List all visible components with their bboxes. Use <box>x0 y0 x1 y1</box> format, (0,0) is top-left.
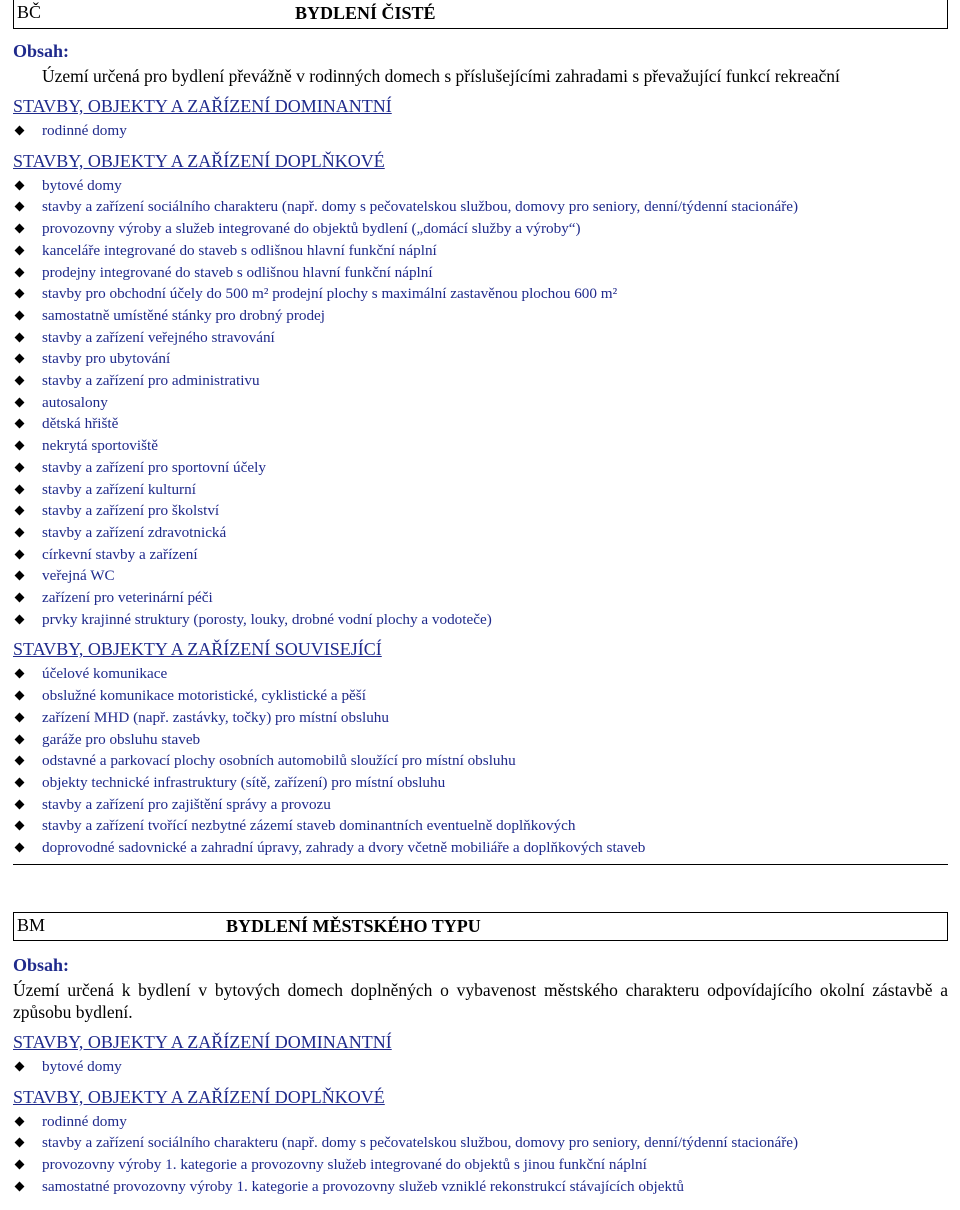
diamond-bullet-icon <box>15 593 25 603</box>
list-item: stavby pro obchodní účely do 500 m² prodejní plochy s maximální zastavěnou plochou 600 m² <box>13 283 948 305</box>
zone-bc <box>13 0 948 865</box>
section-divider <box>13 864 948 865</box>
list-item: garáže pro obsluhu staveb <box>13 729 948 751</box>
list-item: doprovodné sadovnické a zahradní úpravy, zahrady a dvory včetně mobiliáře a doplňkových staveb <box>13 837 948 859</box>
list-item: nekrytá sportoviště <box>13 435 948 457</box>
list-item: dětská hřiště <box>13 413 948 435</box>
diamond-bullet-icon <box>15 821 25 831</box>
diamond-bullet-icon <box>15 310 25 320</box>
list-item: církevní stavby a zařízení <box>13 544 948 566</box>
section-heading-dominant: STAVBY, OBJEKTY A ZAŘÍZENÍ DOMINANTNÍ <box>13 1032 392 1052</box>
list-item: bytové domy <box>13 1056 948 1078</box>
list-item: stavby pro ubytování <box>13 348 948 370</box>
zone-header <box>13 912 948 941</box>
list-item: stavby a zařízení pro administrativu <box>13 370 948 392</box>
diamond-bullet-icon <box>15 397 25 407</box>
list-item: stavby a zařízení zdravotnická <box>13 522 948 544</box>
list-item: stavby a zařízení sociálního charakteru (např. domy s pečovatelskou službou, domovy pro seniory, denní/týdenní stacionáře) <box>13 196 948 218</box>
diamond-bullet-icon <box>15 126 25 136</box>
section-heading-supplementary: STAVBY, OBJEKTY A ZAŘÍZENÍ DOPLŇKOVÉ <box>13 1086 385 1107</box>
list-item: stavby a zařízení veřejného stravování <box>13 327 948 349</box>
list-item: stavby a zařízení pro školství <box>13 500 948 522</box>
section-heading-dominant: STAVBY, OBJEKTY A ZAŘÍZENÍ DOMINANTNÍ <box>13 96 392 116</box>
list-item: odstavné a parkovací plochy osobních automobilů sloužící pro místní obsluhu <box>13 750 948 772</box>
obsah-text: Území určená k bydlení v bytových domech doplněných o vybavenost městského charakteru odpovídajícího okolní zástavbě a způsobu bydlení. <box>13 980 948 1022</box>
list-item: stavby a zařízení tvořící nezbytné zázemí staveb dominantních eventuelně doplňkových <box>13 815 948 837</box>
list-item: účelové komunikace <box>13 663 948 685</box>
diamond-bullet-icon <box>15 224 25 234</box>
diamond-bullet-icon <box>15 462 25 472</box>
diamond-bullet-icon <box>15 1160 25 1170</box>
list-item: prvky krajinné struktury (porosty, louky, drobné vodní plochy a vodoteče) <box>13 609 948 631</box>
list-item: kanceláře integrované do staveb s odlišnou hlavní funkční náplní <box>13 240 948 262</box>
diamond-bullet-icon <box>15 734 25 744</box>
diamond-bullet-icon <box>15 180 25 190</box>
list-item: stavby a zařízení kulturní <box>13 479 948 501</box>
list-item: stavby a zařízení sociálního charakteru (např. domy s pečovatelskou službou, domovy pro seniory, denní/týdenní stacionáře) <box>13 1132 948 1154</box>
diamond-bullet-icon <box>15 1138 25 1148</box>
diamond-bullet-icon <box>15 571 25 581</box>
list-item: stavby a zařízení pro zajištění správy a provozu <box>13 794 948 816</box>
diamond-bullet-icon <box>15 799 25 809</box>
diamond-bullet-icon <box>15 419 25 429</box>
list-item: provozovny výroby a služeb integrované do objektů bydlení („domácí služby a výroby“) <box>13 218 948 240</box>
section-heading-supplementary: STAVBY, OBJEKTY A ZAŘÍZENÍ DOPLŇKOVÉ <box>13 150 385 171</box>
list-item: bytové domy <box>13 175 948 197</box>
zone-title: BYDLENÍ ČISTÉ <box>295 3 436 23</box>
list-item: rodinné domy <box>13 120 948 142</box>
diamond-bullet-icon <box>15 245 25 255</box>
zone-bm <box>13 912 948 1198</box>
list-item: samostatně umístěné stánky pro drobný prodej <box>13 305 948 327</box>
list-item: samostatné provozovny výroby 1. kategorie a provozovny služeb vzniklé rekonstrukcí stávajících objektů <box>13 1176 948 1198</box>
items-dominant <box>13 120 948 142</box>
diamond-bullet-icon <box>15 289 25 299</box>
items-dominant <box>13 1056 948 1078</box>
diamond-bullet-icon <box>15 778 25 788</box>
diamond-bullet-icon <box>15 549 25 559</box>
obsah-text: Území určená pro bydlení převážně v rodinných domech s příslušejícími zahradami s převažující funkcí rekreační <box>42 66 840 86</box>
diamond-bullet-icon <box>15 843 25 853</box>
zone-code: BM <box>17 915 46 935</box>
section-heading-related: STAVBY, OBJEKTY A ZAŘÍZENÍ SOUVISEJÍCÍ <box>13 639 382 660</box>
diamond-bullet-icon <box>15 506 25 516</box>
diamond-bullet-icon <box>15 712 25 722</box>
diamond-bullet-icon <box>15 441 25 451</box>
list-item: prodejny integrované do staveb s odlišnou hlavní funkční náplní <box>13 262 948 284</box>
obsah-label: Obsah: <box>13 41 70 61</box>
diamond-bullet-icon <box>15 1181 25 1191</box>
diamond-bullet-icon <box>15 332 25 342</box>
obsah-label: Obsah: <box>13 955 70 975</box>
diamond-bullet-icon <box>15 528 25 538</box>
items-supplementary <box>13 175 948 631</box>
list-item: provozovny výroby 1. kategorie a provozovny služeb integrované do objektů s jinou funkční náplní <box>13 1154 948 1176</box>
diamond-bullet-icon <box>15 669 25 679</box>
diamond-bullet-icon <box>15 1116 25 1126</box>
zone-code: BČ <box>17 2 42 22</box>
diamond-bullet-icon <box>15 614 25 624</box>
list-item: zařízení pro veterinární péči <box>13 587 948 609</box>
list-item: stavby a zařízení pro sportovní účely <box>13 457 948 479</box>
diamond-bullet-icon <box>15 1062 25 1072</box>
list-item: objekty technické infrastruktury (sítě, zařízení) pro místní obsluhu <box>13 772 948 794</box>
zone-header <box>13 0 948 29</box>
list-item: rodinné domy <box>13 1111 948 1133</box>
diamond-bullet-icon <box>15 267 25 277</box>
list-item: zařízení MHD (např. zastávky, točky) pro místní obsluhu <box>13 707 948 729</box>
list-item: autosalony <box>13 392 948 414</box>
items-supplementary <box>13 1111 948 1198</box>
diamond-bullet-icon <box>15 354 25 364</box>
diamond-bullet-icon <box>15 202 25 212</box>
items-related <box>13 663 948 858</box>
diamond-bullet-icon <box>15 376 25 386</box>
diamond-bullet-icon <box>15 756 25 766</box>
list-item: obslužné komunikace motoristické, cyklistické a pěší <box>13 685 948 707</box>
list-item: veřejná WC <box>13 565 948 587</box>
zone-title: BYDLENÍ MĚSTSKÉHO TYPU <box>226 916 481 936</box>
diamond-bullet-icon <box>15 484 25 494</box>
diamond-bullet-icon <box>15 691 25 701</box>
